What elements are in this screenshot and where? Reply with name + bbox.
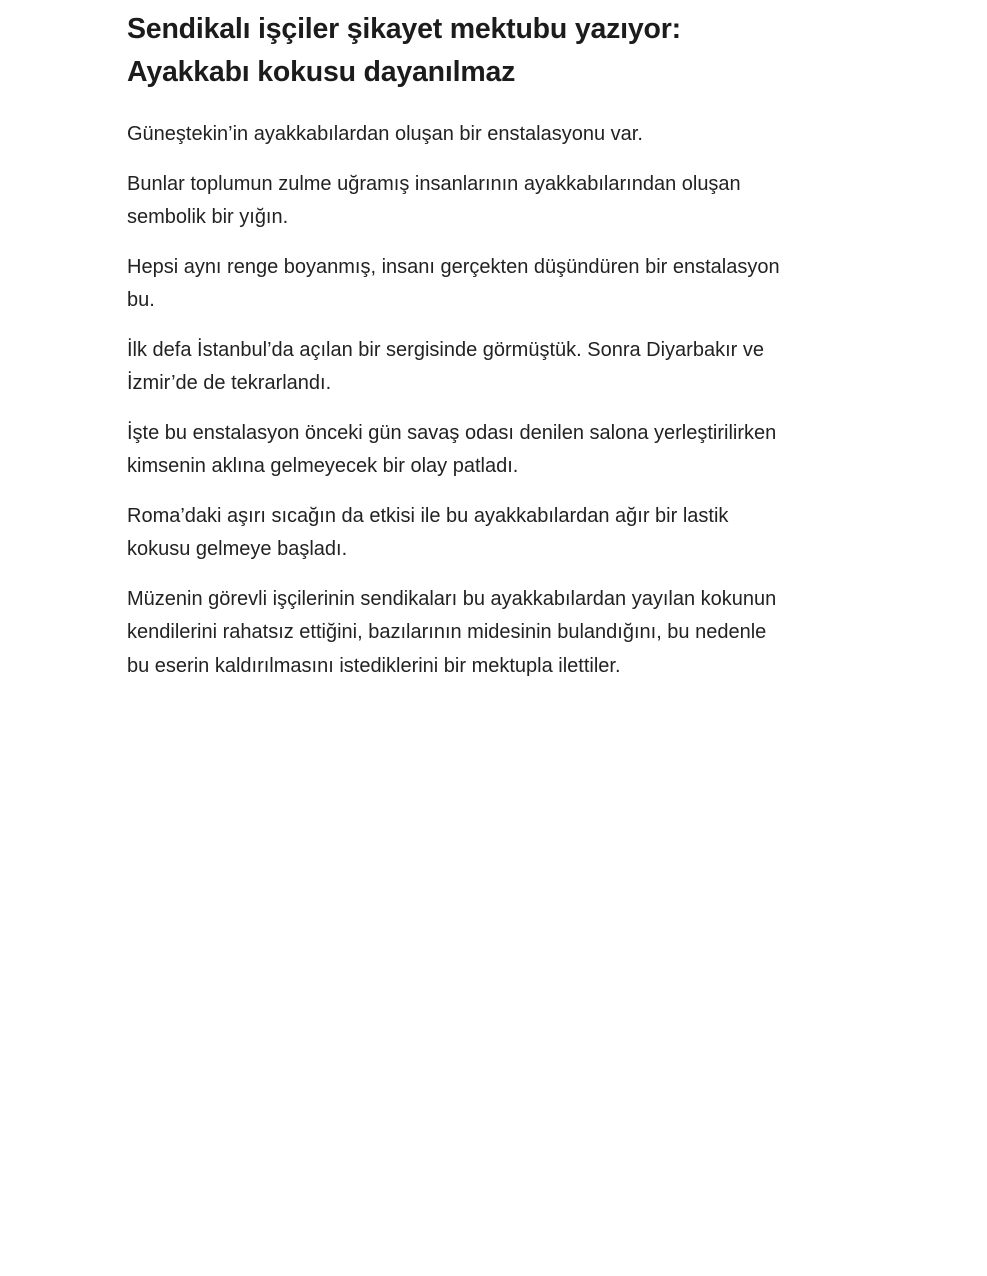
article-paragraph: Hepsi aynı renge boyanmış, insanı gerçekten düşündüren bir enstalasyon bu. [127,255,780,311]
article-headline: Sendikalı işçiler şikayet mektubu yazıyor: Ayakkabı kokusu dayanılmaz [127,13,681,88]
article [127,0,787,699]
article-paragraph: Bunlar toplumun zulme uğramış insanlarının ayakkabılarından oluşan sembolik bir yığın. [127,172,741,228]
article-paragraph: İşte bu enstalasyon önceki gün savaş odası denilen salona yerleştirilirken kimsenin aklına gelmeyecek bir olay patladı. [127,421,777,477]
article-paragraph: İlk defa İstanbul’da açılan bir sergisinde görmüştük. Sonra Diyarbakır ve İzmir’de de tekrarlandı. [127,338,764,394]
article-body [127,118,787,683]
article-paragraph: Güneştekin’in ayakkabılardan oluşan bir enstalasyonu var. [127,123,643,145]
article-paragraph: Müzenin görevli işçilerinin sendikaları bu ayakkabılardan yayılan kokunun kendilerini rahatsız ettiğini, bazılarının midesinin bulandığını, bu nedenle bu eserin kaldırılmasını istediklerini bir mektupla ilettiler. [127,587,777,677]
article-paragraph: Roma’daki aşırı sıcağın da etkisi ile bu ayakkabılardan ağır bir lastik kokusu gelmeye başladı. [127,504,729,560]
